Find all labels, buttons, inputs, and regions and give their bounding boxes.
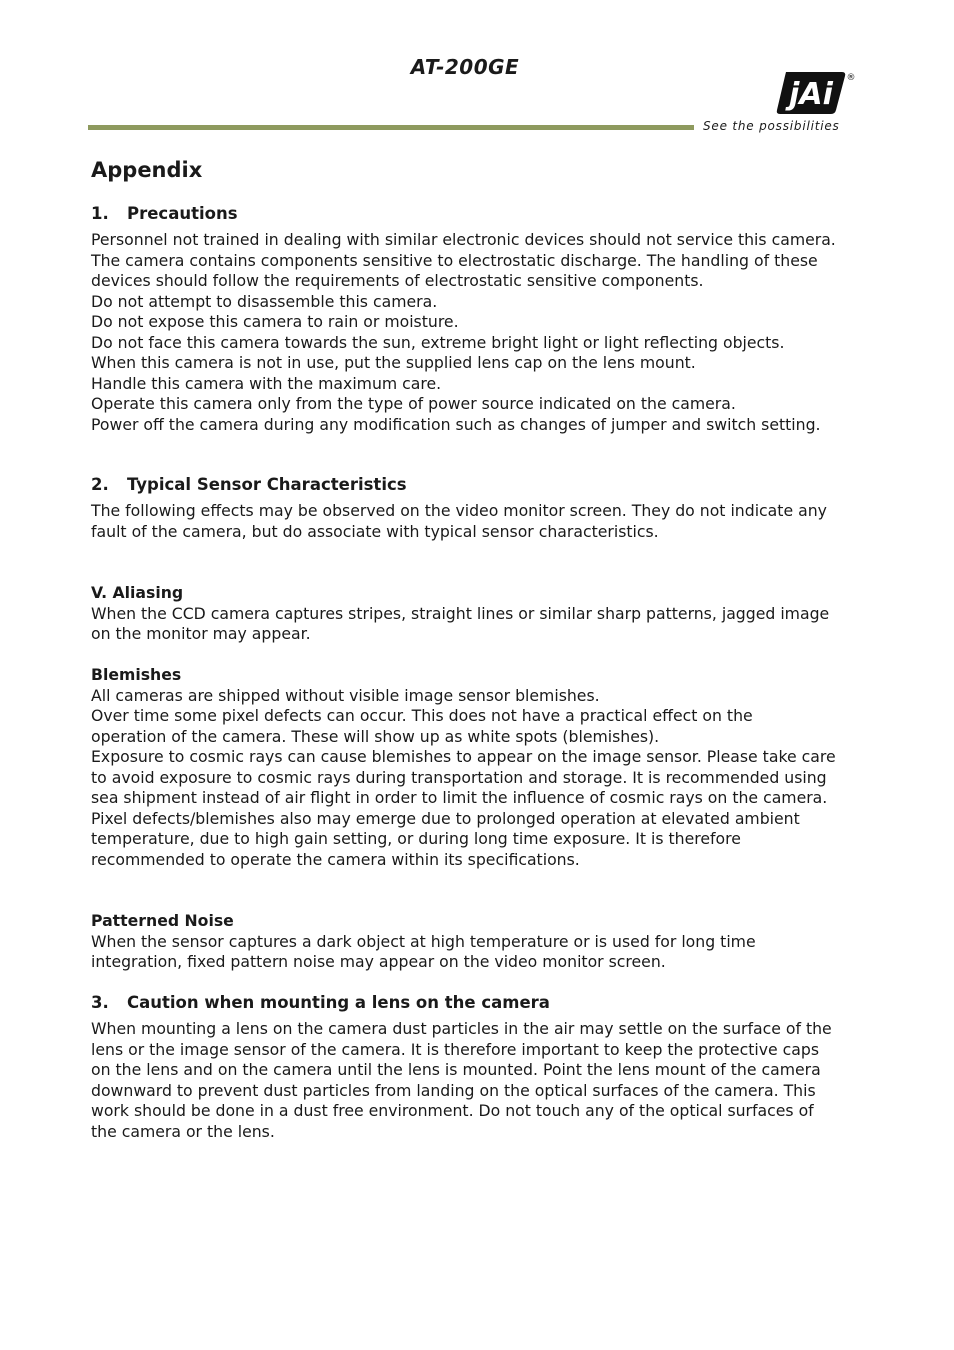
text-line: Exposure to cosmic rays can cause blemishes to appear on the image sensor. Please take care (91, 747, 836, 766)
section-title (91, 992, 861, 1014)
text-line: Handle this camera with the maximum care. (91, 373, 442, 393)
blemishes-text (91, 686, 861, 871)
text-line: When the sensor captures a dark object at high temperature or is used for long time (91, 931, 756, 951)
text-line: Pixel defects/blemishes also may emerge due to prolonged operation at elevated ambient (91, 808, 800, 828)
section-title-text: Caution when mounting a lens on the camera (127, 993, 550, 1012)
text-line: lens or the image sensor of the camera. It is therefore important to keep the protective caps (91, 1039, 820, 1059)
header-rule (88, 125, 694, 130)
text-line: integration, fixed pattern noise may appear on the video monitor screen. (91, 952, 666, 971)
aliasing-text (91, 604, 861, 645)
section-title-text: Typical Sensor Characteristics (127, 475, 407, 494)
section-number: 2. (91, 475, 109, 494)
subsection-patterned-noise (91, 911, 861, 973)
registered-mark: ® (846, 73, 856, 83)
text-line: sea shipment instead of air flight in order to limit the influence of cosmic rays on the camera. (91, 788, 828, 807)
section-title-text: Precautions (127, 204, 238, 223)
text-line: downward to prevent dust particles from landing on the optical surfaces of the camera. This (91, 1080, 816, 1100)
text-line: When mounting a lens on the camera dust particles in the air may settle on the surface of the (91, 1019, 832, 1038)
text-line: devices should follow the requirements of electrostatic sensitive components. (91, 271, 704, 290)
text-line: to avoid exposure to cosmic rays during transportation and storage. It is recommended using (91, 767, 827, 787)
section-lens-mounting (91, 992, 861, 1142)
text-line: Personnel not trained in dealing with similar electronic devices should not service this camera. (91, 230, 836, 249)
subsection-title: Patterned Noise (91, 911, 234, 930)
jai-logo (776, 68, 856, 118)
svg-text:jAi: jAi (789, 77, 833, 112)
text-line: on the monitor may appear. (91, 624, 311, 643)
sensor-intro-text (91, 501, 861, 542)
text-line: temperature, due to high gain setting, or during long time exposure. It is therefore (91, 829, 741, 848)
section-number: 1. (91, 204, 109, 223)
text-line: on the lens and on the camera until the lens is mounted. Point the lens mount of the camera (91, 1060, 821, 1079)
text-line: work should be done in a dust free environment. Do not touch any of the optical surfaces of (91, 1101, 814, 1120)
text-line: When this camera is not in use, put the supplied lens cap on the lens mount. (91, 353, 696, 372)
text-line: Do not attempt to disassemble this camera. (91, 291, 438, 311)
subsection-title: Blemishes (91, 665, 182, 684)
tagline: See the possibilities (703, 119, 840, 133)
section-precautions (91, 203, 861, 435)
section-title (91, 203, 861, 225)
text-line: Over time some pixel defects can occur. This does not have a practical effect on the (91, 706, 753, 725)
text-line: recommended to operate the camera within its specifications. (91, 849, 580, 869)
text-line: Do not face this camera towards the sun, extreme bright light or light reflecting objects. (91, 332, 785, 352)
section-sensor-characteristics (91, 474, 861, 542)
document-title: AT-200GE (410, 55, 520, 79)
subsection-title: V. Aliasing (91, 583, 184, 602)
text-line: operation of the camera. These will show up as white spots (blemishes). (91, 726, 660, 746)
appendix-title: Appendix (91, 158, 203, 182)
text-line: Power off the camera during any modification such as changes of jumper and switch setting. (91, 414, 821, 434)
text-line: fault of the camera, but do associate with typical sensor characteristics. (91, 521, 659, 541)
precautions-text (91, 230, 861, 435)
text-line: When the CCD camera captures stripes, straight lines or similar sharp patterns, jagged image (91, 603, 830, 623)
section-title (91, 474, 861, 496)
text-line: All cameras are shipped without visible image sensor blemishes. (91, 685, 600, 705)
text-line: the camera or the lens. (91, 1121, 275, 1141)
text-line: The following effects may be observed on the video monitor screen. They do not indicate any (91, 501, 827, 520)
text-line: Operate this camera only from the type of power source indicated on the camera. (91, 394, 736, 413)
lens-text (91, 1019, 861, 1142)
section-number: 3. (91, 993, 109, 1012)
patterned-noise-text (91, 932, 861, 973)
subsection-aliasing (91, 583, 861, 645)
text-line: Do not expose this camera to rain or moisture. (91, 312, 459, 331)
subsection-blemishes (91, 665, 861, 870)
text-line: The camera contains components sensitive to electrostatic discharge. The handling of these (91, 250, 818, 270)
